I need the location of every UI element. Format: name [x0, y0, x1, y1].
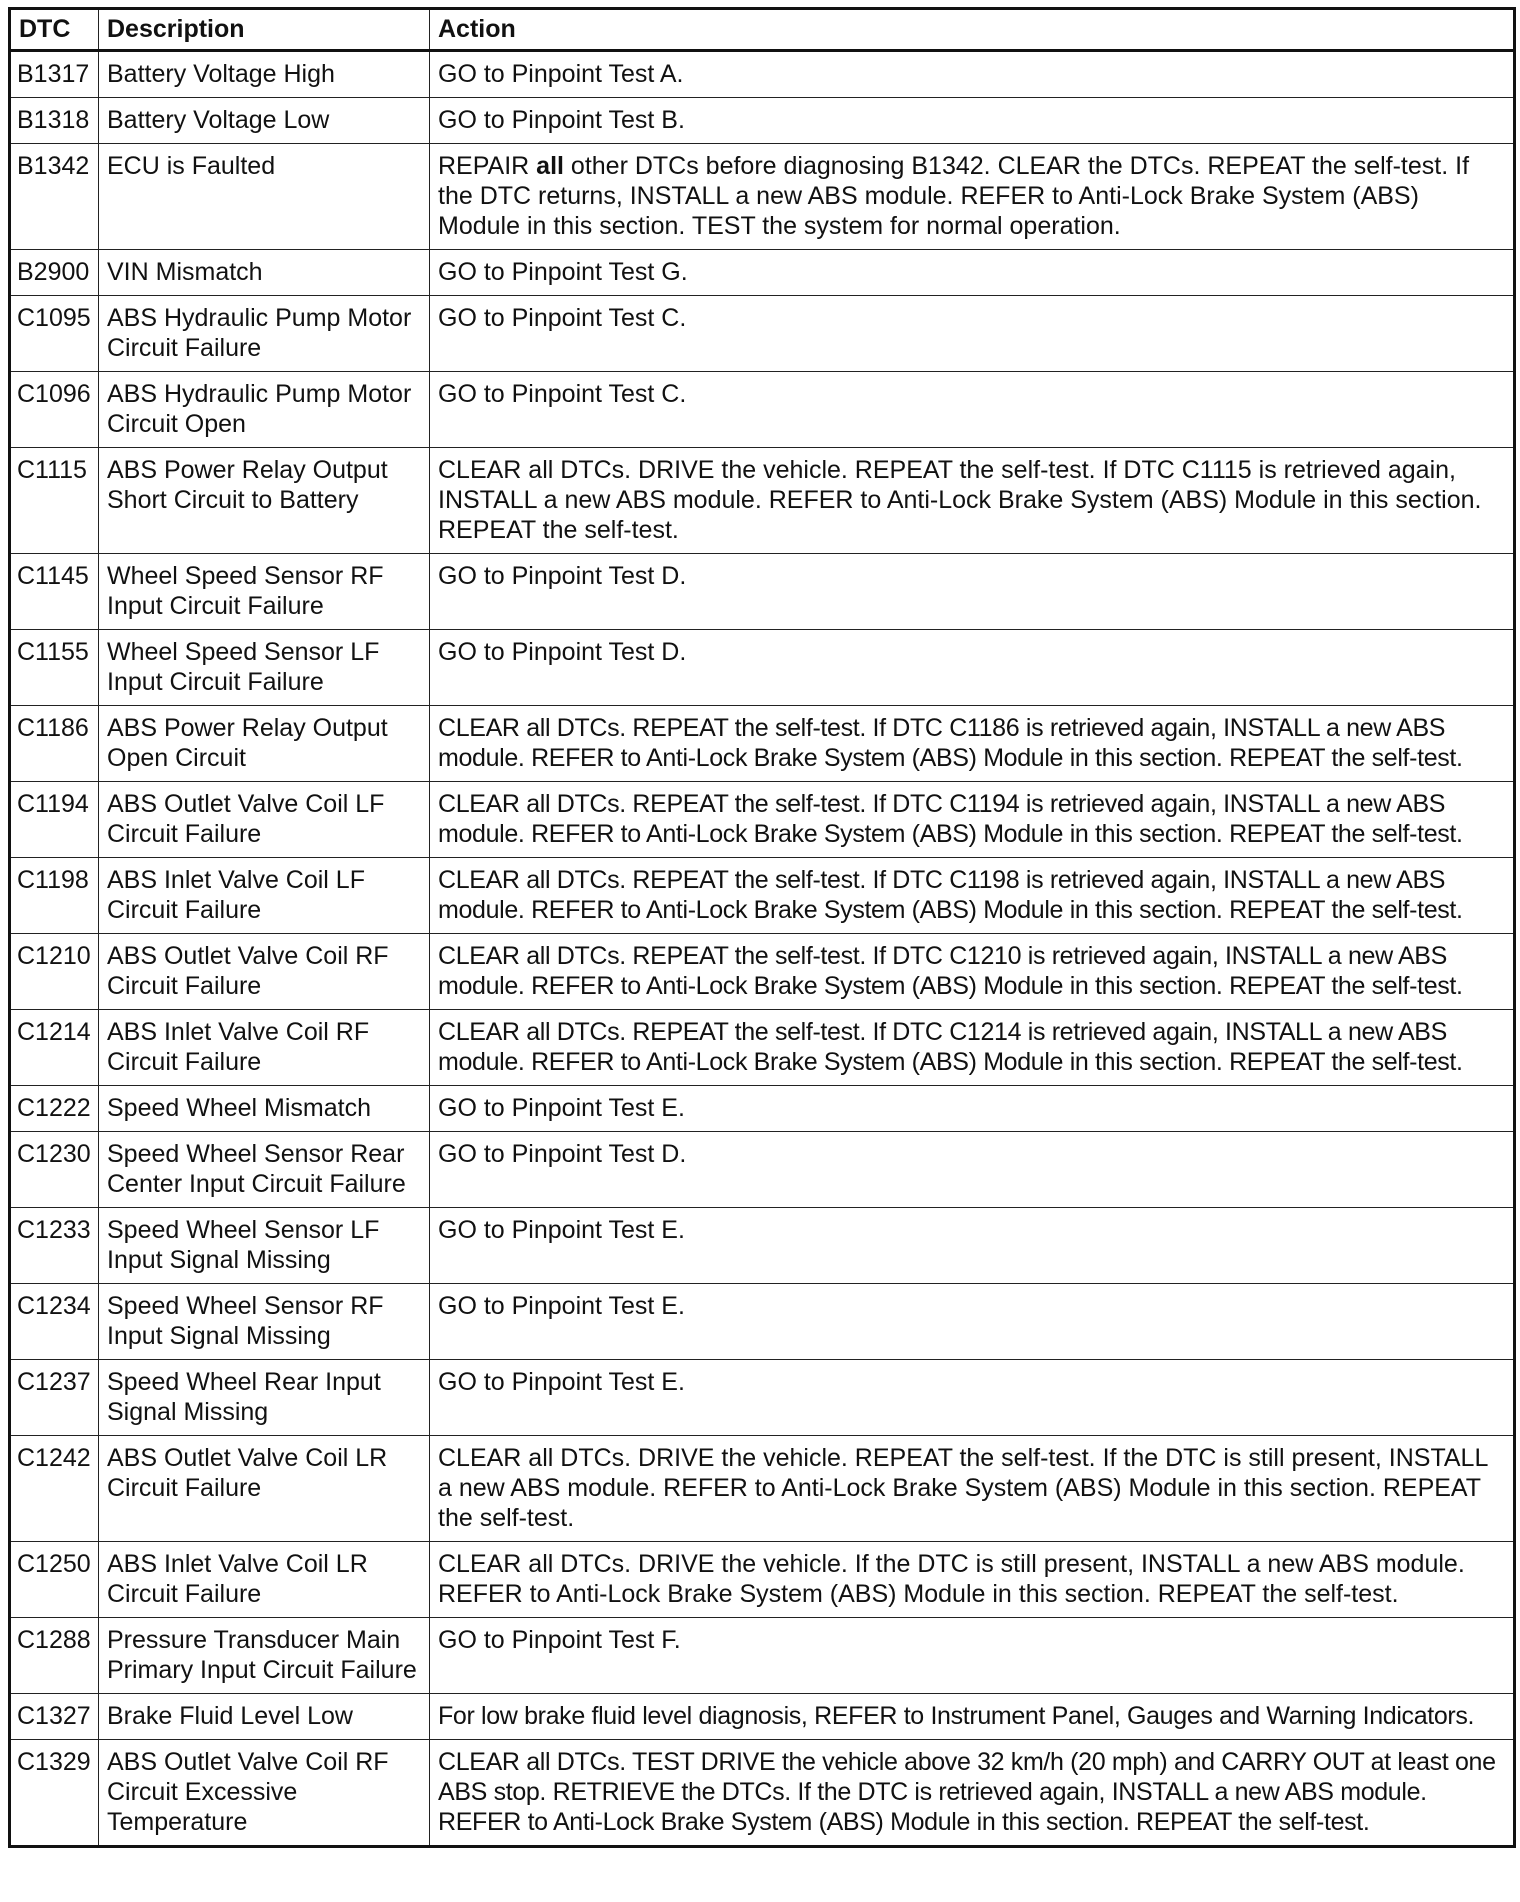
dtc-action: CLEAR all DTCs. REPEAT the self-test. If DTC C1194 is retrieved again, INSTALL a new ABS module. REFER to Anti-Lock Brake System (ABS) Module in this section. REPEAT the self-test.	[430, 782, 1515, 858]
dtc-action: CLEAR all DTCs. REPEAT the self-test. If DTC C1198 is retrieved again, INSTALL a new ABS module. REFER to Anti-Lock Brake System (ABS) Module in this section. REPEAT the self-test.	[430, 858, 1515, 934]
dtc-action: CLEAR all DTCs. REPEAT the self-test. If DTC C1210 is retrieved again, INSTALL a new ABS module. REFER to Anti-Lock Brake System (ABS) Module in this section. REPEAT the self-test.	[430, 934, 1515, 1010]
dtc-description: ABS Hydraulic Pump Motor Circuit Open	[99, 372, 430, 448]
dtc-code: C1242	[10, 1436, 99, 1542]
dtc-action: GO to Pinpoint Test G.	[430, 250, 1515, 296]
table-row	[10, 706, 1515, 782]
dtc-description: ABS Outlet Valve Coil LR Circuit Failure	[99, 1436, 430, 1542]
dtc-description: Pressure Transducer Main Primary Input Circuit Failure	[99, 1618, 430, 1694]
dtc-code: C1096	[10, 372, 99, 448]
table-row	[10, 630, 1515, 706]
table-row	[10, 250, 1515, 296]
dtc-code: C1155	[10, 630, 99, 706]
table-row	[10, 1618, 1515, 1694]
table-row	[10, 554, 1515, 630]
dtc-code: B1317	[10, 51, 99, 98]
dtc-action: CLEAR all DTCs. REPEAT the self-test. If DTC C1214 is retrieved again, INSTALL a new ABS module. REFER to Anti-Lock Brake System (ABS) Module in this section. REPEAT the self-test.	[430, 1010, 1515, 1086]
dtc-description: Speed Wheel Sensor RF Input Signal Missing	[99, 1284, 430, 1360]
dtc-code: C1222	[10, 1086, 99, 1132]
column-header-dtc: DTC	[10, 9, 99, 51]
dtc-action: CLEAR all DTCs. DRIVE the vehicle. REPEAT the self-test. If the DTC is still present, INSTALL a new ABS module. REFER to Anti-Lock Brake System (ABS) Module in this section. REPEAT the self-test.	[430, 1436, 1515, 1542]
dtc-code: C1250	[10, 1542, 99, 1618]
dtc-description: ABS Hydraulic Pump Motor Circuit Failure	[99, 296, 430, 372]
dtc-code: C1230	[10, 1132, 99, 1208]
dtc-action: GO to Pinpoint Test E.	[430, 1208, 1515, 1284]
table-row	[10, 1542, 1515, 1618]
dtc-code: C1288	[10, 1618, 99, 1694]
dtc-action: GO to Pinpoint Test C.	[430, 372, 1515, 448]
table-row	[10, 782, 1515, 858]
dtc-code: B2900	[10, 250, 99, 296]
dtc-action: CLEAR all DTCs. DRIVE the vehicle. If the DTC is still present, INSTALL a new ABS module. REFER to Anti-Lock Brake System (ABS) Module in this section. REPEAT the self-test.	[430, 1542, 1515, 1618]
column-header-description: Description	[99, 9, 430, 51]
dtc-description: ABS Outlet Valve Coil RF Circuit Excessive Temperature	[99, 1740, 430, 1847]
column-header-action: Action	[430, 9, 1515, 51]
table-row	[10, 1694, 1515, 1740]
table-row	[10, 372, 1515, 448]
dtc-action: For low brake fluid level diagnosis, REFER to Instrument Panel, Gauges and Warning Indicators.	[430, 1694, 1515, 1740]
dtc-description: ABS Inlet Valve Coil LR Circuit Failure	[99, 1542, 430, 1618]
dtc-action: GO to Pinpoint Test E.	[430, 1086, 1515, 1132]
dtc-description: Speed Wheel Sensor Rear Center Input Circuit Failure	[99, 1132, 430, 1208]
table-row	[10, 448, 1515, 554]
dtc-description: VIN Mismatch	[99, 250, 430, 296]
table-row	[10, 1208, 1515, 1284]
dtc-action: GO to Pinpoint Test D.	[430, 630, 1515, 706]
dtc-code: C1329	[10, 1740, 99, 1847]
dtc-action: CLEAR all DTCs. DRIVE the vehicle. REPEAT the self-test. If DTC C1115 is retrieved again, INSTALL a new ABS module. REFER to Anti-Lock Brake System (ABS) Module in this section. REPEAT the self-test.	[430, 448, 1515, 554]
dtc-code: C1186	[10, 706, 99, 782]
dtc-action: GO to Pinpoint Test B.	[430, 98, 1515, 144]
dtc-code: C1115	[10, 448, 99, 554]
dtc-code: B1342	[10, 144, 99, 250]
table-row	[10, 296, 1515, 372]
action-text-bold: all	[536, 152, 564, 180]
dtc-action: GO to Pinpoint Test D.	[430, 554, 1515, 630]
table-row	[10, 1740, 1515, 1847]
table-row	[10, 1010, 1515, 1086]
dtc-description: ABS Inlet Valve Coil LF Circuit Failure	[99, 858, 430, 934]
dtc-action: CLEAR all DTCs. TEST DRIVE the vehicle above 32 km/h (20 mph) and CARRY OUT at least one ABS stop. RETRIEVE the DTCs. If the DTC is retrieved again, INSTALL a new ABS module. REFER to Anti-Lock Brake System (ABS) Module in this section. REPEAT the self-test.	[430, 1740, 1515, 1847]
table-row	[10, 51, 1515, 98]
dtc-description: ABS Inlet Valve Coil RF Circuit Failure	[99, 1010, 430, 1086]
dtc-description: Wheel Speed Sensor RF Input Circuit Failure	[99, 554, 430, 630]
dtc-code: C1210	[10, 934, 99, 1010]
dtc-description: Wheel Speed Sensor LF Input Circuit Failure	[99, 630, 430, 706]
action-text-pre: REPAIR	[438, 152, 537, 180]
dtc-description: Battery Voltage Low	[99, 98, 430, 144]
table-row	[10, 858, 1515, 934]
dtc-description: Battery Voltage High	[99, 51, 430, 98]
table-header-row	[10, 9, 1515, 51]
dtc-code: B1318	[10, 98, 99, 144]
dtc-action: CLEAR all DTCs. REPEAT the self-test. If DTC C1186 is retrieved again, INSTALL a new ABS module. REFER to Anti-Lock Brake System (ABS) Module in this section. REPEAT the self-test.	[430, 706, 1515, 782]
dtc-description: ECU is Faulted	[99, 144, 430, 250]
dtc-code: C1095	[10, 296, 99, 372]
dtc-description: Speed Wheel Rear Input Signal Missing	[99, 1360, 430, 1436]
dtc-code: C1194	[10, 782, 99, 858]
dtc-code: C1198	[10, 858, 99, 934]
dtc-table	[8, 7, 1516, 1848]
dtc-action: GO to Pinpoint Test A.	[430, 51, 1515, 98]
table-row	[10, 1436, 1515, 1542]
dtc-description: ABS Power Relay Output Open Circuit	[99, 706, 430, 782]
dtc-action: GO to Pinpoint Test F.	[430, 1618, 1515, 1694]
dtc-code: C1233	[10, 1208, 99, 1284]
dtc-code: C1145	[10, 554, 99, 630]
dtc-action: GO to Pinpoint Test C.	[430, 296, 1515, 372]
dtc-action: GO to Pinpoint Test E.	[430, 1284, 1515, 1360]
dtc-code: C1327	[10, 1694, 99, 1740]
dtc-action	[430, 144, 1515, 250]
dtc-action: GO to Pinpoint Test D.	[430, 1132, 1515, 1208]
table-row	[10, 1132, 1515, 1208]
dtc-code: C1237	[10, 1360, 99, 1436]
dtc-code: C1214	[10, 1010, 99, 1086]
action-text-post: other DTCs before diagnosing B1342. CLEAR the DTCs. REPEAT the self-test. If the DTC returns, INSTALL a new ABS module. REFER to Anti-Lock Brake System (ABS) Module in this section. TEST the system for normal operation.	[438, 152, 1470, 240]
table-row	[10, 144, 1515, 250]
table-row	[10, 1360, 1515, 1436]
table-row	[10, 934, 1515, 1010]
dtc-description: ABS Outlet Valve Coil LF Circuit Failure	[99, 782, 430, 858]
dtc-description: Speed Wheel Mismatch	[99, 1086, 430, 1132]
dtc-description: ABS Power Relay Output Short Circuit to Battery	[99, 448, 430, 554]
table-row	[10, 1086, 1515, 1132]
dtc-description: Brake Fluid Level Low	[99, 1694, 430, 1740]
table-row	[10, 1284, 1515, 1360]
dtc-action: GO to Pinpoint Test E.	[430, 1360, 1515, 1436]
dtc-description: ABS Outlet Valve Coil RF Circuit Failure	[99, 934, 430, 1010]
table-row	[10, 98, 1515, 144]
dtc-description: Speed Wheel Sensor LF Input Signal Missing	[99, 1208, 430, 1284]
dtc-code: C1234	[10, 1284, 99, 1360]
